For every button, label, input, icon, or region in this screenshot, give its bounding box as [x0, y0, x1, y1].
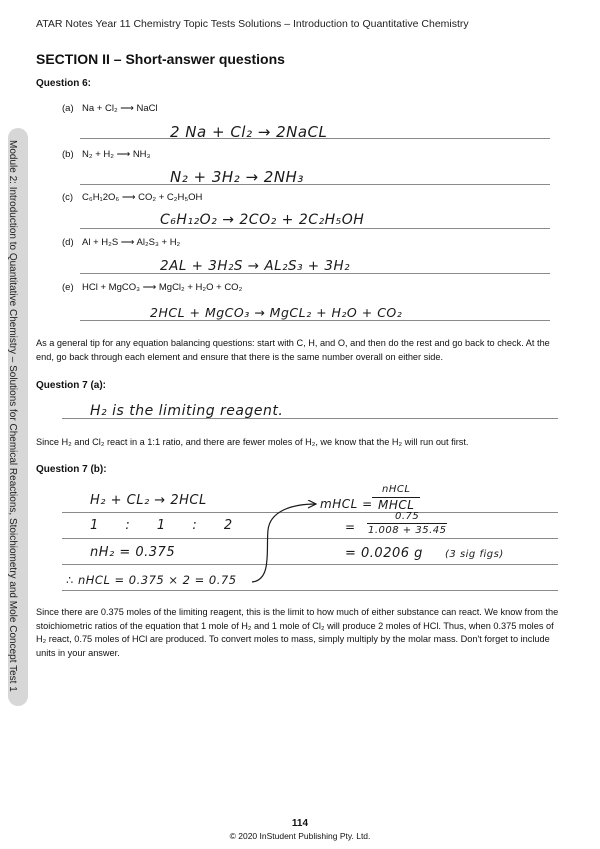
working-line-4: ∴ nHCL = 0.375 × 2 = 0.75 [66, 573, 237, 587]
section-title: SECTION II – Short-answer questions [36, 51, 285, 67]
answer-line [80, 273, 550, 274]
answer-line [62, 590, 558, 591]
item-tag: (a) [62, 103, 74, 114]
answer-6a: 2 Na + Cl₂ → 2NaCL [170, 123, 328, 141]
item-equation: Al + H₂S ⟶ Al₂S₃ + H₂ [82, 237, 181, 248]
item-tag: (b) [62, 149, 74, 160]
mass-result: = 0.0206 g [345, 546, 423, 561]
answer-6d: 2AL + 3H₂S → AL₂S₃ + 3H₂ [160, 258, 351, 274]
item-equation: N₂ + H₂ ⟶ NH₃ [82, 149, 151, 160]
equals-sign: = [345, 520, 356, 534]
question-7a-label: Question 7 (a): [36, 380, 107, 391]
frac1-numerator: nHCL [382, 484, 411, 495]
balancing-tip: As a general tip for any equation balancing questions: start with C, H, and O, and then do the rest and go back to check. At the end, go back through each element and ensure that there is the same number overall on either side. [36, 338, 550, 362]
sidebar-text: Module 2: Introduction to Quantitative Chemistry – Solutions for Chemical Reactions, Stoichiometry and Mole Concept Test 1 [7, 140, 18, 692]
answer-line [80, 228, 550, 229]
q6-item-c [62, 192, 202, 203]
curved-arrow-icon [250, 500, 320, 590]
q7a-explanation: Since H₂ and Cl₂ react in a 1:1 ratio, and there are fewer moles of H₂, we know that the H₂ will run out first. [36, 437, 469, 447]
question-6-label: Question 6: [36, 78, 92, 89]
q7b-explanation: Since there are 0.375 moles of the limiting reagent, this is the limit to how much of either substance can react. We know from the stoichiometric ratios of the equation that 1 mole of H₂ and 1 mole of Cl₂ will produce 2 moles of HCl. Thus, when 0.375 moles of H₂ react, 0.75 moles of HCl are produced. To convert moles to mass, simply multiply by the molar mass. Don't forget to include units in your answer. [36, 607, 559, 658]
mass-lhs: mHCL = [320, 497, 373, 511]
frac1-denominator: MHCL [378, 498, 415, 512]
item-tag: (e) [62, 282, 74, 293]
answer-line [80, 184, 550, 185]
copyright: © 2020 InStudent Publishing Pty. Ltd. [229, 831, 371, 841]
q6-item-e [62, 282, 242, 293]
page-number: 114 [291, 818, 309, 829]
page-header: ATAR Notes Year 11 Chemistry Topic Tests Solutions – Introduction to Quantitative Chemistry [36, 18, 469, 30]
frac2-denominator: 1.008 + 35.45 [368, 525, 447, 536]
answer-line [80, 138, 550, 139]
working-line-3: nH₂ = 0.375 [90, 545, 176, 560]
sig-figs-note: (3 sig figs) [445, 549, 504, 560]
working-line-2: 1 : 1 : 2 [90, 518, 233, 533]
answer-7a: H₂ is the limiting reagent. [90, 403, 284, 419]
item-tag: (c) [62, 192, 74, 203]
working-line-1: H₂ + CL₂ → 2HCL [90, 493, 207, 508]
answer-6c: C₆H₁₂O₂ → 2CO₂ + 2C₂H₅OH [160, 212, 365, 228]
item-equation: C₆H₁2O₆ ⟶ CO₂ + C₂H₅OH [82, 192, 203, 203]
q6-item-a [62, 103, 158, 114]
answer-6b: N₂ + 3H₂ → 2NH₃ [170, 168, 304, 186]
item-tag: (d) [62, 237, 74, 248]
answer-6e: 2HCL + MgCO₃ → MgCL₂ + H₂O + CO₂ [150, 305, 403, 320]
frac2-numerator: 0.75 [395, 511, 420, 522]
q6-item-d [62, 237, 180, 248]
item-equation: Na + Cl₂ ⟶ NaCl [82, 103, 158, 114]
q6-item-b [62, 149, 150, 160]
answer-line [80, 320, 550, 321]
answer-line [62, 418, 558, 419]
item-equation: HCl + MgCO₃ ⟶ MgCl₂ + H₂O + CO₂ [82, 282, 243, 293]
fraction-bar [367, 523, 447, 524]
question-7b-label: Question 7 (b): [36, 464, 107, 475]
